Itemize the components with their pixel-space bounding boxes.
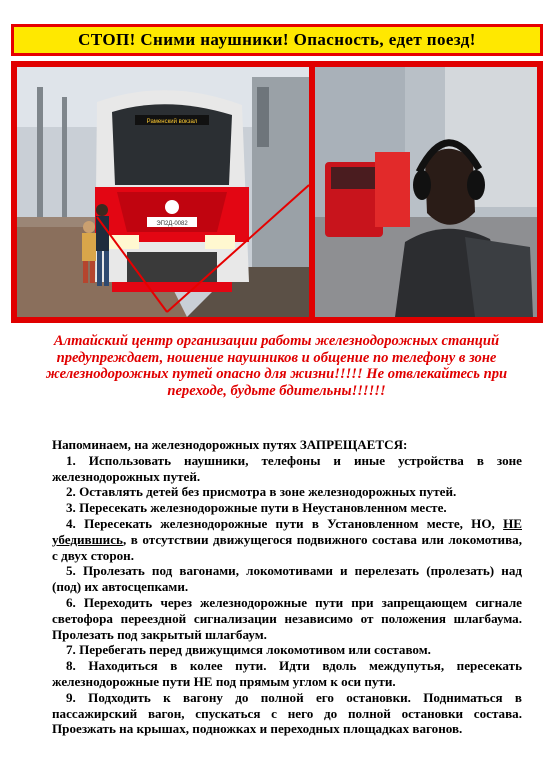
rule-item-8: 8. Находиться в колее пути. Идти вдоль междупутья, пересекать железнодорожные пути НЕ под прямым углом к оси пути. xyxy=(52,658,522,689)
train-illustration xyxy=(17,67,309,317)
train-photo xyxy=(17,67,309,317)
rule-item-4-start: 4. Пересекать железнодорожные пути в Установленном месте, НО, xyxy=(66,515,495,531)
rule-item-4 xyxy=(52,516,522,563)
rules-intro: Напоминаем, на железнодорожных путях ЗАПРЕЩАЕТСЯ: xyxy=(52,437,408,452)
rule-item-1: 1. Использовать наушники, телефоны и иные устройства в зоне железнодорожных путей. xyxy=(52,452,522,484)
rule-item-4-underlined: НЕ убедившись xyxy=(52,515,522,547)
rule-item-7: 7. Перебегать перед движущимся локомотивом или составом. xyxy=(66,642,431,658)
train-number-text: ЭП2Д-0082 xyxy=(156,221,188,227)
warning-banner xyxy=(11,24,543,56)
rule-item-3: 3. Пересекать железнодорожные пути в Неустановленном месте. xyxy=(66,500,447,516)
rule-item-5: 5. Пролезать под вагонами, локомотивами и перелезать (пролезать) над (под) их автосцепками. xyxy=(52,563,522,595)
warning-text: Алтайский центр организации работы железнодорожных станций предупреждает, ношение наушников и общение по телефону в зоне железнодорожных путей опасно для жизни!!!!! Не отвлекайтесь при переходе, будьте бдительны!!!!!! xyxy=(45,333,508,399)
rules-list xyxy=(52,437,522,737)
rule-item-2: 2. Оставлять детей без присмотра в зоне железнодорожных путей. xyxy=(66,484,457,500)
rule-item-6: 6. Переходить через железнодорожные пути при запрещающем сигнале светофора переездной сигнализации независимо от положения шлагбаума. Пролезать под закрытый шлагбаум. xyxy=(52,594,522,642)
banner-text: СТОП! Сними наушники! Опасность, едет поезд! xyxy=(78,30,476,49)
photo-panel xyxy=(11,61,543,323)
headphones-photo xyxy=(315,67,537,317)
rule-item-4-rest: , в отсутствии движущегося подвижного состава или локомотива, с двух сторон. xyxy=(52,531,522,563)
headphones-illustration xyxy=(315,67,537,317)
destination-board-text: Раменский вокзал xyxy=(146,119,198,125)
rule-item-9: 9. Подходить к вагону до полной его остановки. Подниматься в пассажирский вагон, спускаться с него до полной остановки состава. Проезжать на крышах, подножках и переходных площадках вагонов. xyxy=(52,689,522,737)
